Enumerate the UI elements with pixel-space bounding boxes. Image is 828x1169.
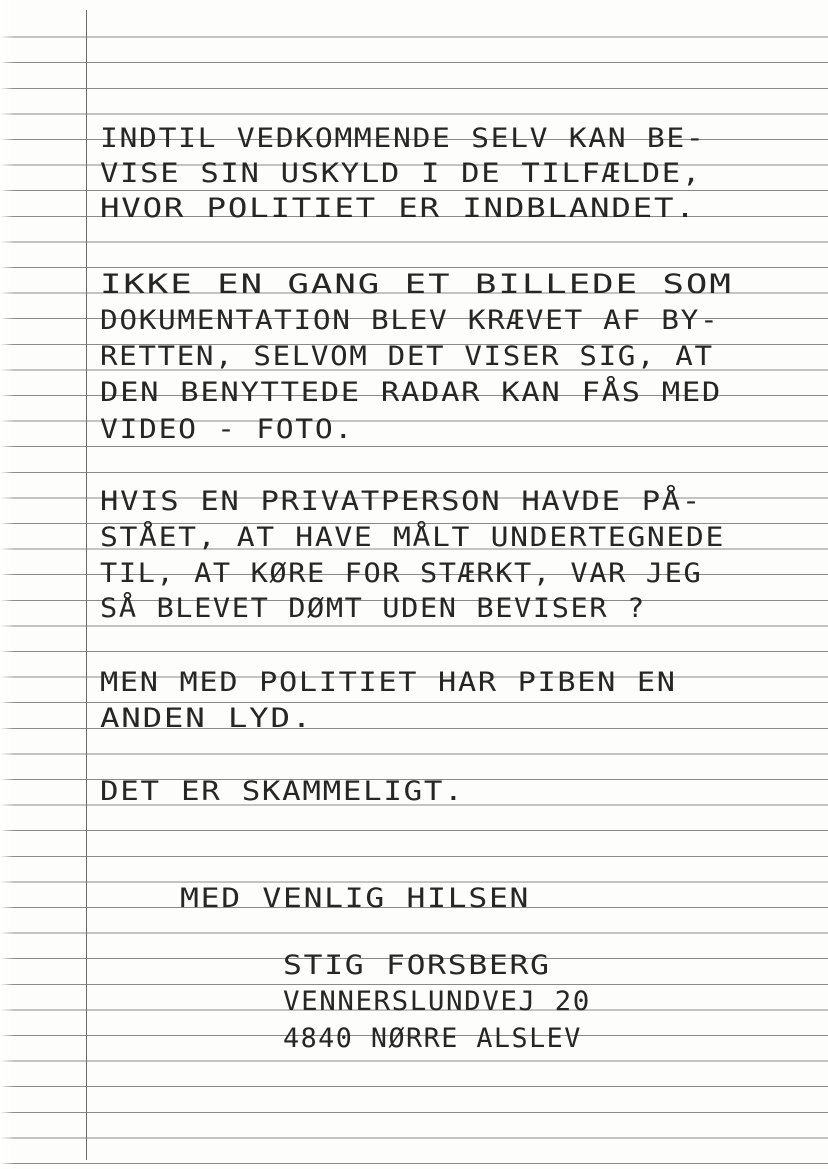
- text-line: TIL, AT KØRE FOR STÆRKT, VAR JEG: [100, 558, 703, 589]
- text-line: IKKE EN GANG ET BILLEDE SOM: [100, 269, 733, 300]
- text-line: HVIS EN PRIVATPERSON HAVDE PÅ-: [100, 486, 702, 517]
- margin-line: [86, 10, 87, 1160]
- text-line: DEN BENYTTEDE RADAR KAN FÅS MED: [100, 377, 722, 408]
- text-line: MEN MED POLITIET HAR PIBEN EN: [100, 667, 677, 698]
- signature-name: STIG FORSBERG: [283, 950, 551, 981]
- text-line: RETTEN, SELVOM DET VISER SIG, AT: [100, 341, 714, 372]
- signature-street: VENNERSLUNDVEJ 20: [283, 986, 591, 1017]
- page-edge-shading: [0, 0, 14, 1169]
- text-line: HVOR POLITIET ER INDBLANDET.: [100, 193, 697, 224]
- text-line: DOKUMENTATION BLEV KRÆVET AF BY-: [100, 305, 720, 336]
- text-line: STÅET, AT HAVE MÅLT UNDERTEGNEDE: [100, 522, 725, 553]
- text-line: SÅ BLEVET DØMT UDEN BEVISER ?: [100, 593, 646, 624]
- text-line: VIDEO - FOTO.: [100, 414, 354, 445]
- text-line: ANDEN LYD.: [100, 703, 314, 734]
- text-line: INDTIL VEDKOMMENDE SELV KAN BE-: [100, 123, 706, 154]
- closing-line: MED VENLIG HILSEN: [180, 883, 531, 914]
- text-line: VISE SIN USKYLD I DE TILFÆLDE,: [100, 158, 702, 189]
- text-line: DET ER SKAMMELIGT.: [100, 776, 465, 807]
- signature-city: 4840 NØRRE ALSLEV: [283, 1023, 582, 1054]
